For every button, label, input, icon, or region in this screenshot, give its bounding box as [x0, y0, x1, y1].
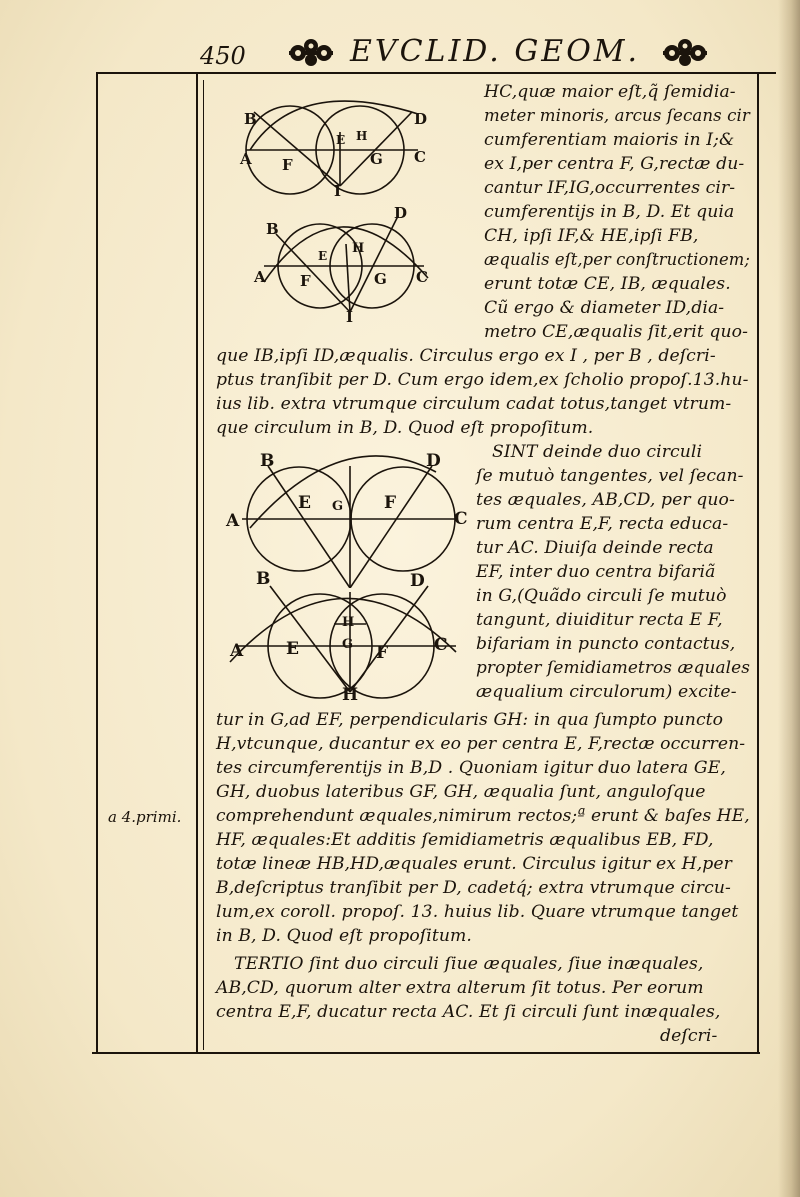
text-line: CH, ipſi IF,& HE,ipſi FB, — [484, 226, 699, 246]
text-line: lum,ex coroll. propoſ. 13. huius lib. Quare vtrumque tanget — [216, 902, 739, 922]
fig3-label: D — [426, 451, 441, 471]
bottom-rule — [92, 1052, 760, 1054]
fig4-label: E — [286, 639, 299, 659]
running-head: EVCLID. GEOM. — [350, 34, 641, 69]
fig3-label: A — [226, 511, 240, 531]
text-line: comprehendunt æquales,nimirum rectos;ª erunt & baſes HE, — [216, 806, 750, 826]
text-line: que circulum in B, D. Quod eſt propoſitum. — [216, 418, 594, 438]
fig1-label: F — [282, 156, 293, 174]
text-line: H,vtcunque, ducantur ex eo per centra E, F,rectæ occurren- — [216, 734, 746, 754]
text-line: æqualis eſt,per conſtructionem; — [484, 250, 750, 270]
fig2-label: D — [394, 204, 408, 222]
text-line: tur AC. Diuiſa deinde recta — [476, 538, 714, 558]
fig2-label: H — [352, 241, 365, 256]
fig4-label: F — [376, 643, 389, 663]
text-line: totæ lineæ HB,HD,æquales erunt. Circulus igitur ex H,per — [216, 854, 732, 874]
fig2-label: A — [254, 268, 266, 286]
margin-rule-outer — [96, 72, 98, 1054]
fig1-label: A — [240, 150, 252, 168]
text-line: HF, æquales:Et additis ſemidiametris æqualibus EB, FD, — [216, 830, 714, 850]
fig4-label: C — [434, 635, 448, 655]
fig2-label: B — [266, 220, 279, 238]
fig1-label: B — [244, 110, 257, 128]
text-line: SINT deinde duo circuli — [492, 442, 703, 462]
text-line: tur in G,ad EF, perpendicularis GH: in qua ſumpto puncto — [216, 710, 724, 730]
page-edge-shadow — [778, 0, 800, 1197]
text-line: ius lib. extra vtrumque circulum cadat totus,tanget vtrum- — [216, 394, 732, 414]
page-header — [200, 34, 760, 74]
fig3-label: F — [384, 493, 397, 513]
figure-2-intersecting-circles — [248, 204, 448, 324]
fig3-label: G — [332, 499, 344, 514]
margin-rule-inner — [196, 72, 198, 1054]
fig2-label: C — [416, 268, 428, 286]
margin-note: a 4.primi. — [108, 808, 182, 826]
text-line: rum centra E,F, recta educa- — [476, 514, 729, 534]
fleuron-ornament-icon — [284, 36, 338, 70]
fig2-label: F — [300, 272, 311, 290]
text-line: erunt totæ CE, IB, æquales. — [484, 274, 731, 294]
text-line: que IB,ipſi ID,æqualis. Circulus ergo ex I , per B , deſcri- — [216, 346, 716, 366]
text-line: TERTIO ſint duo circuli ſiue æquales, ſiue inæquales, — [234, 954, 704, 974]
text-line: bifariam in puncto contactus, — [476, 634, 736, 654]
fig4-label: B — [256, 569, 271, 589]
fig2-label: G — [374, 270, 387, 288]
text-line: centra E,F, ducatur recta AC. Et ſi circuli ſunt inæquales, — [216, 1002, 721, 1022]
fig4-label: H — [342, 685, 359, 705]
fig3-label: C — [454, 509, 468, 529]
page-number: 450 — [200, 42, 246, 70]
text-line: cumferentiam maioris in I;& — [484, 130, 735, 150]
top-rule — [96, 72, 776, 74]
margin-rule-inner-2 — [203, 80, 204, 1050]
fig4-label: H — [342, 615, 355, 630]
text-line: in G,(Quãdo circuli ſe mutuò — [476, 586, 727, 606]
text-line: cumferentijs in B, D. Et quia — [484, 202, 735, 222]
text-line: metro CE,æqualis ſit,erit quo- — [484, 322, 749, 342]
text-line: HC,quæ maior eſt,q̃ ſemidia- — [484, 82, 736, 102]
text-line: tes circumferentijs in B,D . Quoniam igitur duo latera GE, — [216, 758, 726, 778]
fig1-label: C — [414, 148, 426, 166]
fig3-label: E — [298, 493, 311, 513]
text-line: EF, inter duo centra bifariã — [476, 562, 716, 582]
fig1-label: D — [414, 110, 428, 128]
fig1-label: G — [370, 150, 383, 168]
fig1-label: H — [356, 129, 368, 143]
fig1-label: E — [336, 133, 346, 147]
text-line: Cũ ergo & diameter ID,dia- — [484, 298, 725, 318]
text-line: æqualium circulorum) excite- — [476, 682, 737, 702]
fig4-label: A — [230, 641, 244, 661]
fig4-label: G — [342, 637, 354, 652]
fig2-label: I — [346, 308, 354, 324]
text-line: ptus tranſibit per D. Cum ergo idem,ex ſcholio propoſ.13.hu- — [216, 370, 749, 390]
text-line: tes æquales, AB,CD, per quo- — [476, 490, 735, 510]
text-line: AB,CD, quorum alter extra alterum ſit totus. Per eorum — [216, 978, 704, 998]
text-line: propter ſemidiametros æquales — [476, 658, 751, 678]
figure-1-intersecting-circles — [228, 84, 448, 199]
fig2-label: E — [318, 249, 328, 263]
fig1-label: I — [334, 182, 342, 199]
text-line: in B, D. Quod eſt propoſitum. — [216, 926, 472, 946]
text-line: ſe mutuò tangentes, vel ſecan- — [476, 466, 744, 486]
text-line: tangunt, diuiditur recta E F, — [476, 610, 723, 630]
text-line: ex I,per centra F, G,rectæ du- — [484, 154, 745, 174]
text-line: cantur IF,IG,occurrentes cir- — [484, 178, 736, 198]
text-line: GH, duobus lateribus GF, GH, æqualia ſunt, anguloſque — [216, 782, 706, 802]
fleuron-ornament-icon — [658, 36, 712, 70]
right-rule — [757, 72, 759, 1054]
fig4-label: D — [410, 571, 425, 591]
text-line: meter minoris, arcus ſecans cir — [484, 106, 750, 126]
fig3-label: B — [260, 451, 275, 471]
figure-4-intersecting-circles-below — [222, 566, 472, 706]
text-line: B,deſcriptus tranſibit per D, cadetq́; extra vtrumque circu- — [216, 878, 731, 898]
catchword: deſcri- — [660, 1026, 718, 1046]
